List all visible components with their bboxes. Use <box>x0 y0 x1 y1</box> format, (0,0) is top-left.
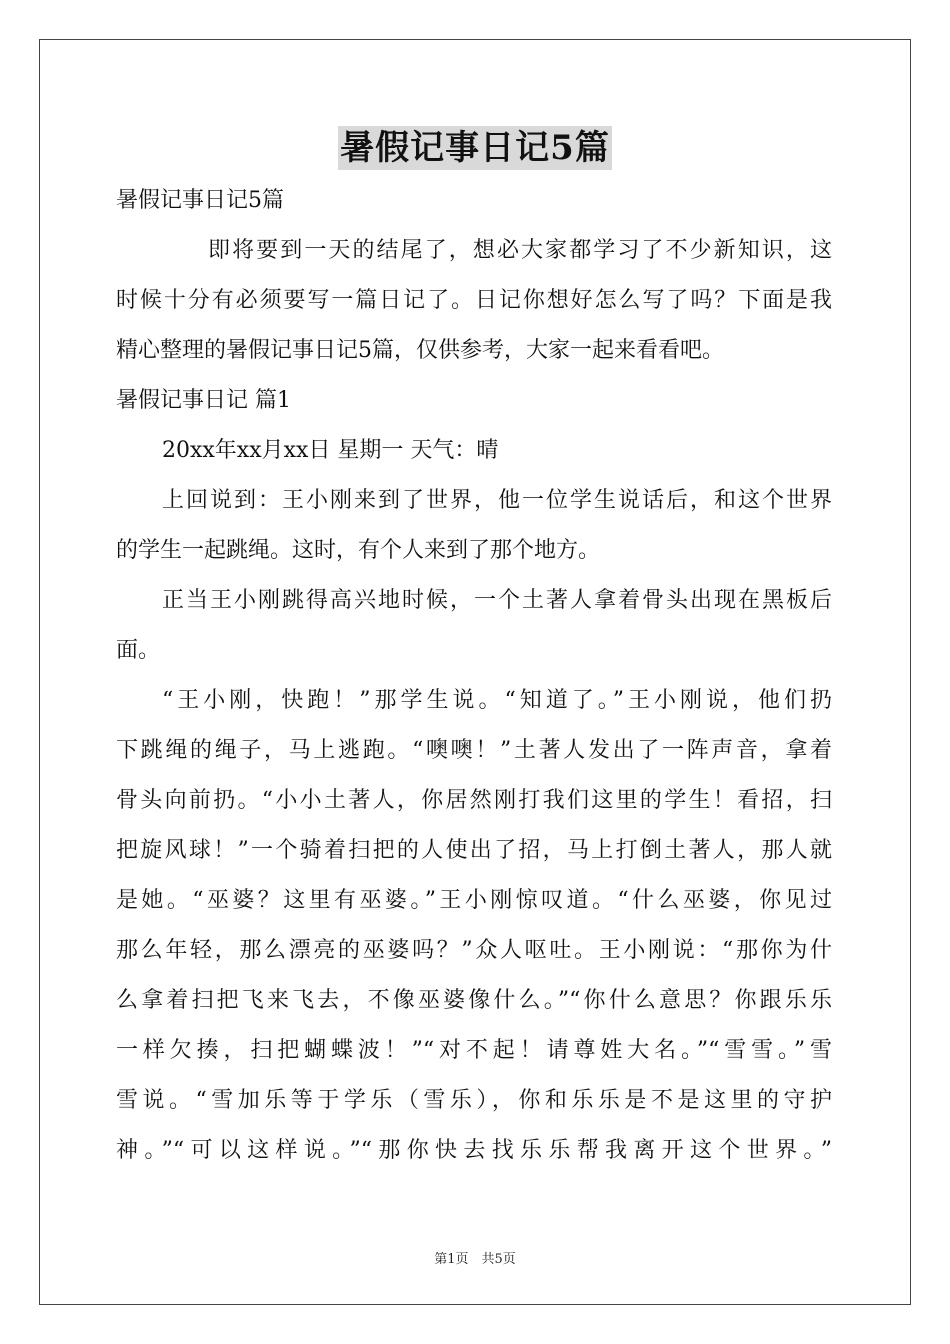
intro-line: 精心整理的暑假记事日记5篇，仅供参考，大家一起来看看吧。 <box>116 338 724 363</box>
subtitle-line: 暑假记事日记5篇 <box>116 188 284 213</box>
paragraph-line: 面。 <box>116 638 161 663</box>
section-heading: 暑假记事日记 篇1 <box>116 388 291 413</box>
paragraph-line: 雪说。“雪加乐等于学乐（雪乐），你和乐乐是不是这里的守护 <box>116 1088 832 1113</box>
paragraph-line: 一样欠揍，扫把蝴蝶波！”“对不起！请尊姓大名。”“雪雪。”雪 <box>116 1038 832 1063</box>
paragraph-line: 是她。“巫婆？这里有巫婆。”王小刚惊叹道。“什么巫婆，你见过 <box>116 888 832 913</box>
intro-line: 时候十分有必须要写一篇日记了。日记你想好怎么写了吗？下面是我 <box>116 288 832 313</box>
intro-line: 即将要到一天的结尾了，想必大家都学习了不少新知识，这 <box>208 238 832 263</box>
document-title: 暑假记事日记5篇 <box>340 128 610 168</box>
paragraph-line: “王小刚，快跑！”那学生说。“知道了。”王小刚说，他们扔 <box>162 688 832 713</box>
page-footer: 第1页 共5页 <box>434 1252 516 1267</box>
paragraph-line: 神。”“可以这样说。”“那你快去找乐乐帮我离开这个世界。” <box>116 1138 832 1163</box>
paragraph-line: 下跳绳的绳子，马上逃跑。“噢噢！”土著人发出了一阵声音，拿着 <box>116 738 832 763</box>
document-body <box>116 176 832 1176</box>
paragraph-line: 骨头向前扔。“小小土著人，你居然刚打我们这里的学生！看招，扫 <box>116 788 832 813</box>
date-line: 20xx年xx月xx日 星期一 天气：晴 <box>162 438 499 463</box>
paragraph-line: 么拿着扫把飞来飞去，不像巫婆像什么。”“你什么意思？你跟乐乐 <box>116 988 832 1013</box>
paragraph-line: 正当王小刚跳得高兴地时候，一个土著人拿着骨头出现在黑板后 <box>162 588 832 613</box>
paragraph-line: 上回说到：王小刚来到了世界，他一位学生说话后，和这个世界 <box>162 488 832 513</box>
paragraph-line: 那么年轻，那么漂亮的巫婆吗？”众人呕吐。王小刚说：“那你为什 <box>116 938 832 963</box>
paragraph-line: 把旋风球！”一个骑着扫把的人使出了招，马上打倒土著人，那人就 <box>116 838 832 863</box>
paragraph-line: 的学生一起跳绳。这时，有个人来到了那个地方。 <box>116 538 601 563</box>
title-container <box>0 126 950 170</box>
